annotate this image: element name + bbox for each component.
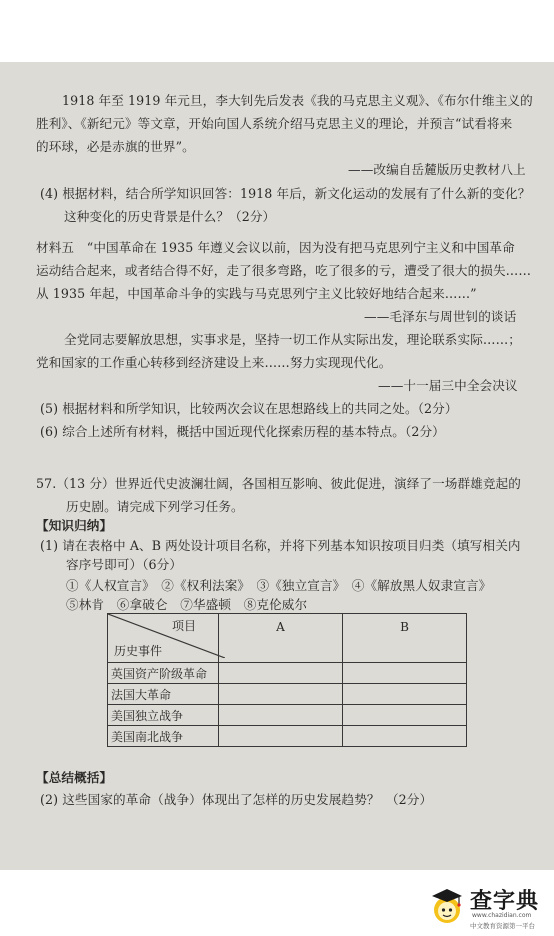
question-57: 57.（13 分）世界近代史波澜壮阔，各国相互影响、彼此促进，演绎了一场群雄竞起的 xyxy=(36,476,521,491)
text-line: 党和国家的工作重心转移到经济建设上来……努力实现现代化。 xyxy=(36,355,392,370)
logo-url: www.chazidian.com xyxy=(472,912,532,919)
classification-table xyxy=(107,613,467,747)
options-line: ⑤林肯 ⑥拿破仑 ⑦华盛顿 ⑧克伦威尔 xyxy=(66,597,308,612)
question-57-1: (1) 请在表格中 A、B 两处设计项目名称，并将下列基本知识按项目归类（填写相关内 xyxy=(40,538,521,553)
table-corner-cell xyxy=(108,614,219,663)
answer-cell-a[interactable] xyxy=(219,726,343,747)
answer-cell-a[interactable] xyxy=(219,684,343,705)
text-line: 的环球，必是赤旗的世界”。 xyxy=(36,139,195,154)
table-row xyxy=(108,705,467,726)
column-a-header: A xyxy=(219,614,343,663)
source-citation: ——毛泽东与周世钊的谈话 xyxy=(364,309,517,324)
source-citation: ——十一届三中全会决议 xyxy=(378,378,518,393)
options-line: ①《人权宣言》 ②《权利法案》 ③《独立宣言》 ④《解放黑人奴隶宣言》 xyxy=(66,578,492,593)
row-label: 英国资产阶级革命 xyxy=(108,663,219,684)
question-6: (6) 综合上述所有材料，概括中国近现代化探索历程的基本特点。（2分） xyxy=(40,424,445,439)
text-line: 1918 年至 1919 年元旦，李大钊先后发表《我的马克思主义观》、《布尔什维主义的 xyxy=(62,93,533,108)
answer-cell-a[interactable] xyxy=(219,663,343,684)
question-4-cont: 这种变化的历史背景是什么？（2分） xyxy=(64,209,276,224)
table-header-row xyxy=(108,614,467,663)
exam-paper xyxy=(0,62,554,870)
answer-cell-b[interactable] xyxy=(343,663,467,684)
text-line: 运动结合起来，或者结合得不好，走了很多弯路，吃了很多的亏，遭受了很大的损失…… xyxy=(36,263,532,278)
question-5: (5) 根据材料和所学知识，比较两次会议在思想路线上的共同之处。（2分） xyxy=(40,401,458,416)
row-label: 美国南北战争 xyxy=(108,726,219,747)
table-row xyxy=(108,726,467,747)
text-line: 从 1935 年起，中国革命斗争的实践与马克思列宁主义比较好地结合起来……” xyxy=(36,286,477,301)
question-57-2: (2) 这些国家的革命（战争）体现出了怎样的历史发展趋势？ （2分） xyxy=(40,792,433,807)
corner-label-bottom: 历史事件 xyxy=(114,644,163,658)
material-5: 材料五 “中国革命在 1935 年遵义会议以前，因为没有把马克思列宁主义和中国革命 xyxy=(36,240,515,255)
text-line: 容序号即可）（6分） xyxy=(66,557,183,572)
answer-cell-b[interactable] xyxy=(343,684,467,705)
source-citation: ——改编自岳麓版历史教材八上 xyxy=(348,162,526,177)
answer-cell-b[interactable] xyxy=(343,726,467,747)
logo-title: 查字典 xyxy=(470,889,540,914)
text-line: 全党同志要解放思想，实事求是，坚持一切工作从实际出发，理论联系实际……； xyxy=(64,332,521,347)
answer-cell-a[interactable] xyxy=(219,705,343,726)
graduate-mascot-icon xyxy=(430,884,464,928)
row-label: 美国独立战争 xyxy=(108,705,219,726)
question-4: (4) 根据材料，结合所学知识回答：1918 年后，新文化运动的发展有了什么新的变化？ xyxy=(40,186,531,201)
table-row xyxy=(108,684,467,705)
corner-label-top: 项目 xyxy=(171,619,196,633)
column-b-header: B xyxy=(343,614,467,663)
answer-cell-b[interactable] xyxy=(343,705,467,726)
logo-slogan: 中文教育资源第一平台 xyxy=(470,922,535,930)
section-heading: 【知识归纳】 xyxy=(36,518,113,533)
row-label: 法国大革命 xyxy=(108,684,219,705)
table-row xyxy=(108,663,467,684)
section-heading: 【总结概括】 xyxy=(36,770,113,785)
question-57-cont: 历史剧。请完成下列学习任务。 xyxy=(66,499,244,514)
text-line: 胜利》、《新纪元》等文章，开始向国人系统介绍马克思主义的理论，并预言“试看将来 xyxy=(36,116,513,131)
